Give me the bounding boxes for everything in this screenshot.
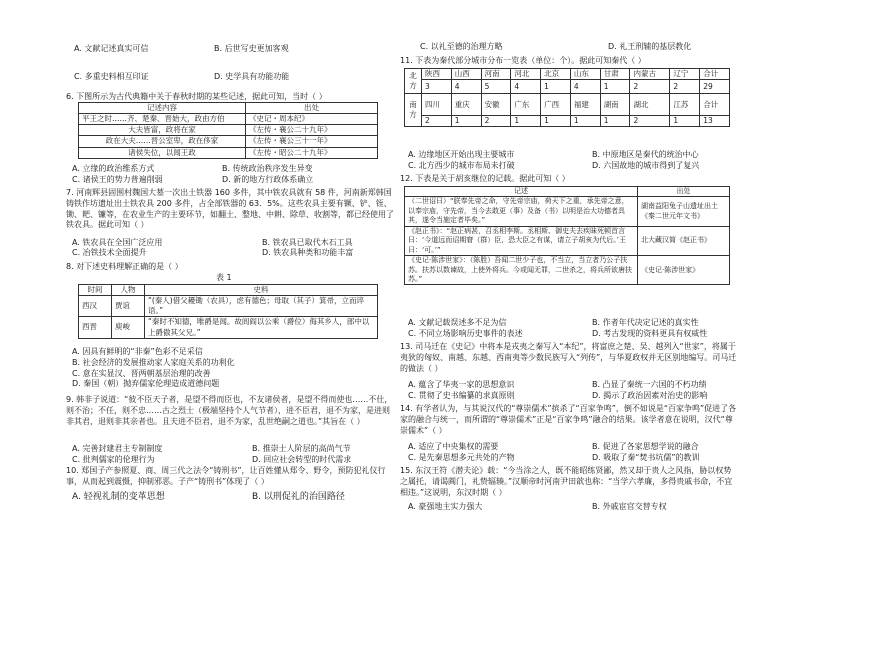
table-row bbox=[405, 94, 730, 116]
q12-cell: 《史记·陈涉世家》 bbox=[638, 256, 730, 285]
q11-cell: 5 bbox=[481, 80, 511, 94]
q10-option-c[interactable]: C. 以礼至德的治理方略 bbox=[420, 42, 503, 51]
q11-cell: 2 bbox=[630, 80, 670, 94]
q7-stem: 7. 河南辉县固围村魏国大墓一次出土铁器 160 多件，其中铁农具就有 58 件，河南新郑韩国铸铁作坊遗址出土铁农具 200 多件，占全部铁器的 63．5%。这些农具主要有镢、铲、铚、锄、耙、镰等，在农业生产的主要环节，如翻土、整地、中耕、除草、收割等，都已经使用了铁农具。据此可知（ ） bbox=[66, 188, 394, 230]
q11-cell: 2 bbox=[670, 80, 700, 94]
q8-option-a[interactable]: A. 因具有鲜明的“非秦”色彩不足采信 bbox=[72, 347, 203, 356]
q11-cell: 合计 bbox=[700, 94, 730, 116]
q5-option-a[interactable]: A. 文献记述真实可信 bbox=[74, 44, 149, 53]
q8-option-c[interactable]: C. 意在实显汉、晋两朝基层治理的改善 bbox=[72, 368, 211, 378]
q13-options bbox=[408, 380, 738, 402]
q9-option-a[interactable]: A. 完善封建君主专制制度 bbox=[72, 444, 163, 453]
q11-cell: 1 bbox=[541, 116, 571, 127]
q15-options bbox=[408, 502, 738, 513]
q11-cell: 1 bbox=[600, 116, 630, 127]
q7-option-a[interactable]: A. 铁农具在全国广泛应用 bbox=[72, 238, 163, 247]
q8-cell: “(秦人)借父耰锄（农具），虑有德色；母取（其子）箕帚，立而谇语。” bbox=[145, 296, 378, 317]
q12-table bbox=[404, 186, 730, 285]
q8-table-title: 表 1 bbox=[216, 273, 232, 282]
q8-cell: 贾谊 bbox=[112, 296, 145, 317]
q8-cell: 庾峻 bbox=[112, 317, 145, 338]
table-row bbox=[405, 226, 730, 255]
q13-option-b[interactable]: B. 凸显了秦统一六国的不朽功绩 bbox=[592, 380, 707, 389]
q11-cell: 江苏 bbox=[670, 94, 700, 116]
q8-table bbox=[78, 284, 378, 339]
q9-stem: 9. 韩非子说道：“彼不臣天子者，是望不得而臣也，不友诸侯者，是望不得而使也……不仕，则不治；不任，则不忠……古之烈士（极端坚持个人气节者），进不臣君，退不为家，是进则非其君，退则非其亲者也。且夫进不臣君，退不为家，乱世绝嗣之道也。”其旨在（ ） bbox=[66, 395, 393, 426]
q11-cell: 1 bbox=[670, 116, 700, 127]
table-row bbox=[405, 197, 730, 226]
table-row bbox=[79, 114, 378, 125]
q12-cell: 北大藏汉简《赵正书》 bbox=[638, 226, 730, 255]
q11-cell: 山东 bbox=[570, 69, 600, 80]
q10-option-d[interactable]: D. 礼王刑辅的基层教化 bbox=[608, 42, 692, 51]
q11-stem: 11. 下表为秦代部分城市分布一览表（单位：个）。据此可知秦代（ ） bbox=[400, 56, 646, 65]
q10-stem: 10. 郑国子产参照夏、商、周三代之法令“铸刑书”，让百姓懂从郑令、野令，预防犯礼仪行事，从而起到震慑，抑制邪恶。子产“铸刑书”体现了（ ） bbox=[66, 466, 386, 486]
q12-cell: 《史记·陈涉世家》：（陈胜）吾闻二世少子也，不当立，当立者乃公子扶苏。扶苏以数谏故，上使外将兵。今或闻无罪，二世杀之，将兵所欲唐扶苏。” bbox=[405, 256, 638, 285]
q13-stem: 13. 司马迁在《史记》中将本是戎夷之秦写入“本纪”，将富庶之楚、吴、越列入“世家”，将属于夷狄的匈奴、南越、东越、西南夷等少数民族写入“列传”，与华夏政权并无区别地编写。司马迁的做法（ ） bbox=[400, 342, 737, 373]
q11-cell: 3 bbox=[422, 80, 452, 94]
q12-option-b[interactable]: B. 作者年代决定记述的真实性 bbox=[592, 318, 699, 327]
q6-option-b[interactable]: B. 传统政治秩序发生异变 bbox=[222, 164, 313, 173]
q6-options bbox=[72, 164, 396, 186]
q8-option-d[interactable]: D. 秦国（朝）抛弃儒家伦理造成道德问题 bbox=[72, 379, 220, 389]
q13-option-c[interactable]: C. 贯彻了史书编纂的求真原则 bbox=[408, 391, 515, 400]
q11-cell: 4 bbox=[511, 80, 541, 94]
q12-option-a[interactable]: A. 文献记载误述多不足为信 bbox=[408, 318, 507, 327]
q12-cell: 《赵正书》：“赵正病甚，召丞相李斯。丞相斯、御史夫去疾昧死顿首言曰：‘今道远而诏期窘（群）臣，恐大臣之有谋，请立子胡亥为代后。’王曰：‘可。’” bbox=[405, 226, 638, 255]
q12-option-c[interactable]: C. 不同立场影响历史事件的表述 bbox=[408, 329, 523, 338]
q12-stem: 12. 下表是关于胡亥继位的记载。据此可知（ ） bbox=[400, 174, 570, 183]
q11-cell: 河北 bbox=[511, 69, 541, 80]
q10-options-row1 bbox=[72, 491, 396, 503]
q9-option-b[interactable]: B. 推崇士人阶层的高尚气节 bbox=[252, 444, 351, 453]
q12-cell: （二世诏曰）“朕奉先帝之命，守先帝宗庙，荷天下之重，承先帝之意，以奉宗庙，守先帝，当今去敢更（事）及备（书）以明是治大功德者具其，遂令当施定者毕矣。” bbox=[405, 197, 638, 226]
q13-option-a[interactable]: A. 蕴含了华夷一家的思想意识 bbox=[408, 380, 515, 389]
q12-cell: 湖南益阳兔子山遗址出土《秦二世元年文书》 bbox=[638, 197, 730, 226]
table-row bbox=[405, 116, 730, 127]
q8-stem: 8. 对下述史料理解正确的是（ ） bbox=[66, 262, 183, 271]
q7-option-c[interactable]: C. 冶铁技术全面提升 bbox=[72, 248, 147, 257]
q5-option-b[interactable]: B. 后世写史更加客观 bbox=[214, 44, 289, 53]
q11-table bbox=[404, 68, 730, 127]
q11-cell: 安徽 bbox=[481, 94, 511, 116]
q11-cell: 1 bbox=[570, 116, 600, 127]
q11-cell: 13 bbox=[700, 116, 730, 127]
q11-cell: 山西 bbox=[451, 69, 481, 80]
q8-header-time: 时间 bbox=[79, 285, 112, 296]
q10-option-b[interactable]: B. 以刑促礼的治国路径 bbox=[252, 492, 345, 502]
q15-option-a[interactable]: A. 豪强地主实力强大 bbox=[408, 502, 483, 511]
q12-header-source: 出处 bbox=[638, 187, 730, 197]
q11-option-b[interactable]: B. 中原地区是秦代的统治中心 bbox=[592, 150, 699, 159]
q11-option-d[interactable]: D. 六国故地的城市得到了复兴 bbox=[592, 161, 700, 170]
q14-option-a[interactable]: A. 适应了中央集权的需要 bbox=[408, 442, 499, 451]
table-row bbox=[79, 136, 378, 147]
q8-header-person: 人物 bbox=[112, 285, 145, 296]
q15-stem: 15. 东汉王符《潜夫论》载：“今当涂之人，既不能昭练贤鄙，然又却于贵人之风指，胁以权势之属托，请谒阗门，礼贽辐辏。”汉顺帝时河南尹田歆也称：“当学六孝廉，多得贵戚书命，不宜相违。”这说明，东汉时期（ ） bbox=[400, 466, 733, 497]
q11-north-label: 北方 bbox=[405, 69, 422, 94]
q9-option-c[interactable]: C. 批判儒家的伦理行为 bbox=[72, 455, 155, 464]
table-row bbox=[79, 317, 378, 338]
q11-cell: 29 bbox=[700, 80, 730, 94]
q14-stem: 14. 有学者认为，与其说汉代的“尊崇儒术”摈杀了“百家争鸣”，倒不如说是“百家争鸣”促进了各家的融合与统一，而所谓的“尊崇儒术”正是“百家争鸣”融合的结果。该学者意在说明，汉代“尊崇儒术”（ ） bbox=[400, 404, 737, 435]
q6-cell: 大夫皆富，政将在家 bbox=[79, 125, 246, 136]
q11-cell: 辽宁 bbox=[670, 69, 700, 80]
q14-option-b[interactable]: B. 促进了各家思想学说的融合 bbox=[592, 442, 699, 451]
q6-table bbox=[78, 102, 378, 159]
q11-cell: 湖北 bbox=[630, 94, 670, 116]
q15-option-b[interactable]: B. 外戚宦官交替专权 bbox=[592, 502, 667, 511]
q8-option-b[interactable]: B. 社会经济的发展推动家人家庭关系的功利化 bbox=[72, 357, 235, 367]
q6-option-a[interactable]: A. 立缘的政治维系方式 bbox=[72, 164, 155, 173]
q8-header-source: 史料 bbox=[145, 285, 378, 296]
q6-option-d[interactable]: D. 新的地方行政体系确立 bbox=[222, 175, 314, 184]
q11-cell: 甘肃 bbox=[600, 69, 630, 80]
q6-header-source: 出处 bbox=[246, 103, 378, 114]
q13-option-d[interactable]: D. 揭示了政治因素对治史的影响 bbox=[592, 391, 708, 400]
q11-cell: 2 bbox=[422, 116, 452, 127]
table-row bbox=[405, 256, 730, 285]
q11-cell: 1 bbox=[451, 116, 481, 127]
q6-cell: 《史记・周本纪》 bbox=[246, 114, 378, 125]
q11-cell: 广西 bbox=[541, 94, 571, 116]
q11-cell: 4 bbox=[451, 80, 481, 94]
q6-header-content: 记述内容 bbox=[79, 103, 246, 114]
q6-cell: 《左传・襄公三十一年》 bbox=[246, 136, 378, 147]
q11-cell: 福建 bbox=[570, 94, 600, 116]
table-row bbox=[79, 296, 378, 317]
q14-options bbox=[408, 442, 738, 464]
q6-cell: 《左传・昭公二十九年》 bbox=[246, 147, 378, 158]
q12-header-record: 记述 bbox=[405, 187, 638, 197]
q6-option-c[interactable]: C. 诸侯王的势力普遍削弱 bbox=[72, 175, 163, 184]
table-row bbox=[405, 80, 730, 94]
q12-option-d[interactable]: D. 考古发现的资料更具有权威性 bbox=[592, 329, 708, 338]
q11-cell: 陕西 bbox=[422, 69, 452, 80]
q10-options-row2 bbox=[408, 42, 738, 54]
q11-option-c[interactable]: C. 北方西少的城市布局未打破 bbox=[408, 161, 515, 170]
q11-cell: 广东 bbox=[511, 94, 541, 116]
q11-cell: 1 bbox=[600, 80, 630, 94]
q11-options bbox=[408, 150, 738, 172]
q9-options bbox=[72, 444, 396, 466]
q11-option-a[interactable]: A. 边缘地区开始出现主要城市 bbox=[408, 150, 515, 159]
q6-cell: 诸侯失位，以闻王政 bbox=[79, 147, 246, 158]
q11-cell: 北京 bbox=[541, 69, 571, 80]
q11-cell: 内蒙古 bbox=[630, 69, 670, 80]
q8-cell: “秦时不知德，唯爵是闻。故闾阎以公乘（爵位）侮其乡人，郎中以上爵傲其父兄。” bbox=[145, 317, 378, 338]
q10-option-a[interactable]: A. 轻视礼制的变革思想 bbox=[72, 492, 165, 502]
q11-south-label: 南方 bbox=[405, 94, 422, 127]
table-row bbox=[79, 147, 378, 158]
q11-cell: 四川 bbox=[422, 94, 452, 116]
q11-cell: 2 bbox=[481, 116, 511, 127]
q8-cell: 西晋 bbox=[79, 317, 112, 338]
q6-cell: 平王之时……齐、楚秦、晋始大，政由方伯 bbox=[79, 114, 246, 125]
q7-options bbox=[72, 238, 396, 258]
q5-option-d[interactable]: D. 史学具有功能功能 bbox=[214, 72, 290, 81]
q6-stem: 6. 下图所示为古代典籍中关于春秋时期的某些记述，据此可知，当时（ ） bbox=[66, 92, 327, 101]
q11-cell: 2 bbox=[630, 116, 670, 127]
q9-option-d[interactable]: D. 回应社会转型的时代需求 bbox=[252, 455, 352, 464]
q5-option-c[interactable]: C. 多重史料相互印证 bbox=[74, 72, 149, 81]
q11-cell: 4 bbox=[570, 80, 600, 94]
q11-cell: 河南 bbox=[481, 69, 511, 80]
q8-options bbox=[72, 347, 396, 390]
q11-cell: 重庆 bbox=[451, 94, 481, 116]
q11-cell: 1 bbox=[511, 116, 541, 127]
q12-options bbox=[408, 318, 738, 340]
q6-cell: 《左传・襄公二十九年》 bbox=[246, 125, 378, 136]
q11-cell: 1 bbox=[541, 80, 571, 94]
q14-option-d[interactable]: D. 吸取了秦“焚书坑儒”的教训 bbox=[592, 453, 700, 462]
q7-option-d[interactable]: D. 铁农具种类和功能丰富 bbox=[262, 248, 354, 257]
table-row bbox=[405, 69, 730, 80]
q6-cell: 政在大夫……晋公室卑，政在侈家 bbox=[79, 136, 246, 147]
q11-cell: 合计 bbox=[700, 69, 730, 80]
table-row bbox=[79, 125, 378, 136]
q11-cell: 湖南 bbox=[600, 94, 630, 116]
q8-cell: 西汉 bbox=[79, 296, 112, 317]
q14-option-c[interactable]: C. 是先秦思想多元共处的产物 bbox=[408, 453, 515, 462]
q7-option-b[interactable]: B. 铁农具已取代木石工具 bbox=[262, 238, 353, 247]
